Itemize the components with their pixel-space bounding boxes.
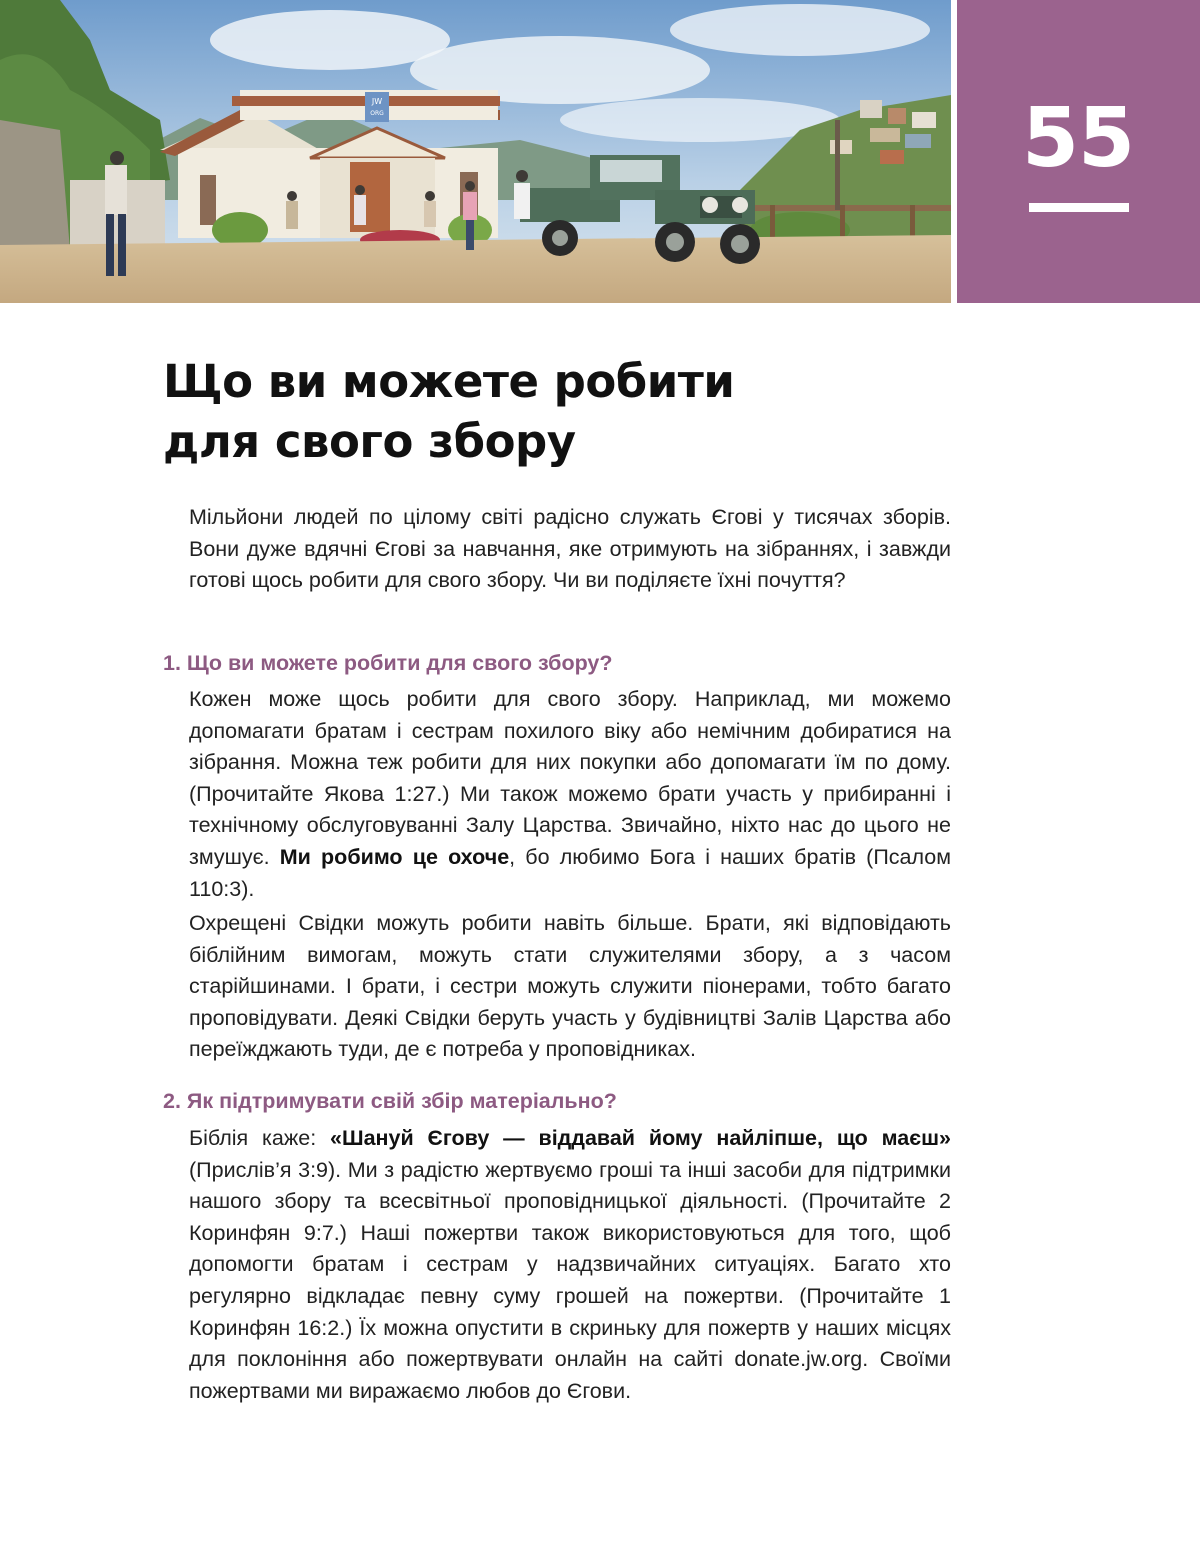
question-1-paragraph-2: Охрещені Свідки можуть робити навіть більше. Брати, які відповідають біблійним вимогам, можуть стати служителями збору, а з часом старійшинами. І брати, і сестри можуть служити піонерами, тобто багато проповідувати. Деякі Свідки беруть участь у будівництві Залів Царства або переїжджають туди, де є потреба у проповідниках. xyxy=(189,911,951,1062)
question-2-quote: «Шануй Єгову — віддавай йому найліпше, що маєш» xyxy=(330,1126,951,1150)
question-1-heading xyxy=(163,648,963,678)
question-2-heading xyxy=(163,1086,963,1116)
header-illustration xyxy=(0,0,951,303)
svg-text:ORG: ORG xyxy=(370,110,384,117)
page-title-line-2: для свого збору xyxy=(163,415,576,468)
question-1-number: 1. xyxy=(163,651,181,675)
intro-paragraph: Мільйони людей по цілому світі радісно служать Єгові у тисячах зборів. Вони дуже вдячні Єгові за навчання, яке отримують на зібраннях, і завжди готові щось робити для свого збору. Чи ви поділяєте їхні почуття? xyxy=(189,505,951,593)
lesson-number-tab xyxy=(957,0,1200,303)
lesson-number: 55 xyxy=(1021,91,1135,186)
question-2-paragraph: Біблія каже: «Шануй Єгову — віддавай йому найліпше, що маєш» (Прислів’я 3:9). Ми з радістю жертвуємо гроші та інші засоби для підтримки нашого збору та всесвітньої проповідницької діяльності. (Прочитайте 2 Коринфян 9:7.) Наші пожертви також використовуються для того, щоб допомогти братам і сестрам у надзвичайних ситуаціях. Багато хто регулярно відкладає певну суму грошей на пожертви. (Прочитайте 1 Коринфян 16:2.) Їх можна опустити в скриньку для пожертв у наших місцях для поклоніння або пожертвувати онлайн на сайті donate.jw.org. Своїми пожертвами ми виражаємо любов до Єгови. xyxy=(189,1126,951,1403)
question-2-text: Як підтримувати свій збір матеріально? xyxy=(186,1089,617,1113)
question-2-number: 2. xyxy=(163,1089,181,1113)
jw-logo-text: JW xyxy=(371,97,383,106)
lesson-number-underline xyxy=(1029,203,1129,212)
question-1-emphasis: Ми робимо це охоче xyxy=(279,844,510,869)
question-1-text: Що ви можете робити для свого збору? xyxy=(186,651,613,675)
page-title-line-1: Що ви можете робити xyxy=(163,355,735,408)
page-title xyxy=(163,352,923,472)
question-1-paragraph-1: Кожен може щось робити для свого збору. Наприклад, ми можемо допомагати братам і сестрам похилого віку або немічним добиратися на зібрання. Можна теж робити для них покупки або допомагати їм по дому. (Прочитайте Якова 1:27.) Ми також можемо брати участь у прибиранні і технічному обслуговуванні Залу Царства. Звичайно, ніхто нас до цього не змушує. Ми робимо це охоче, бо любимо Бога і наших братів (Псалом 110:3). xyxy=(189,687,952,901)
